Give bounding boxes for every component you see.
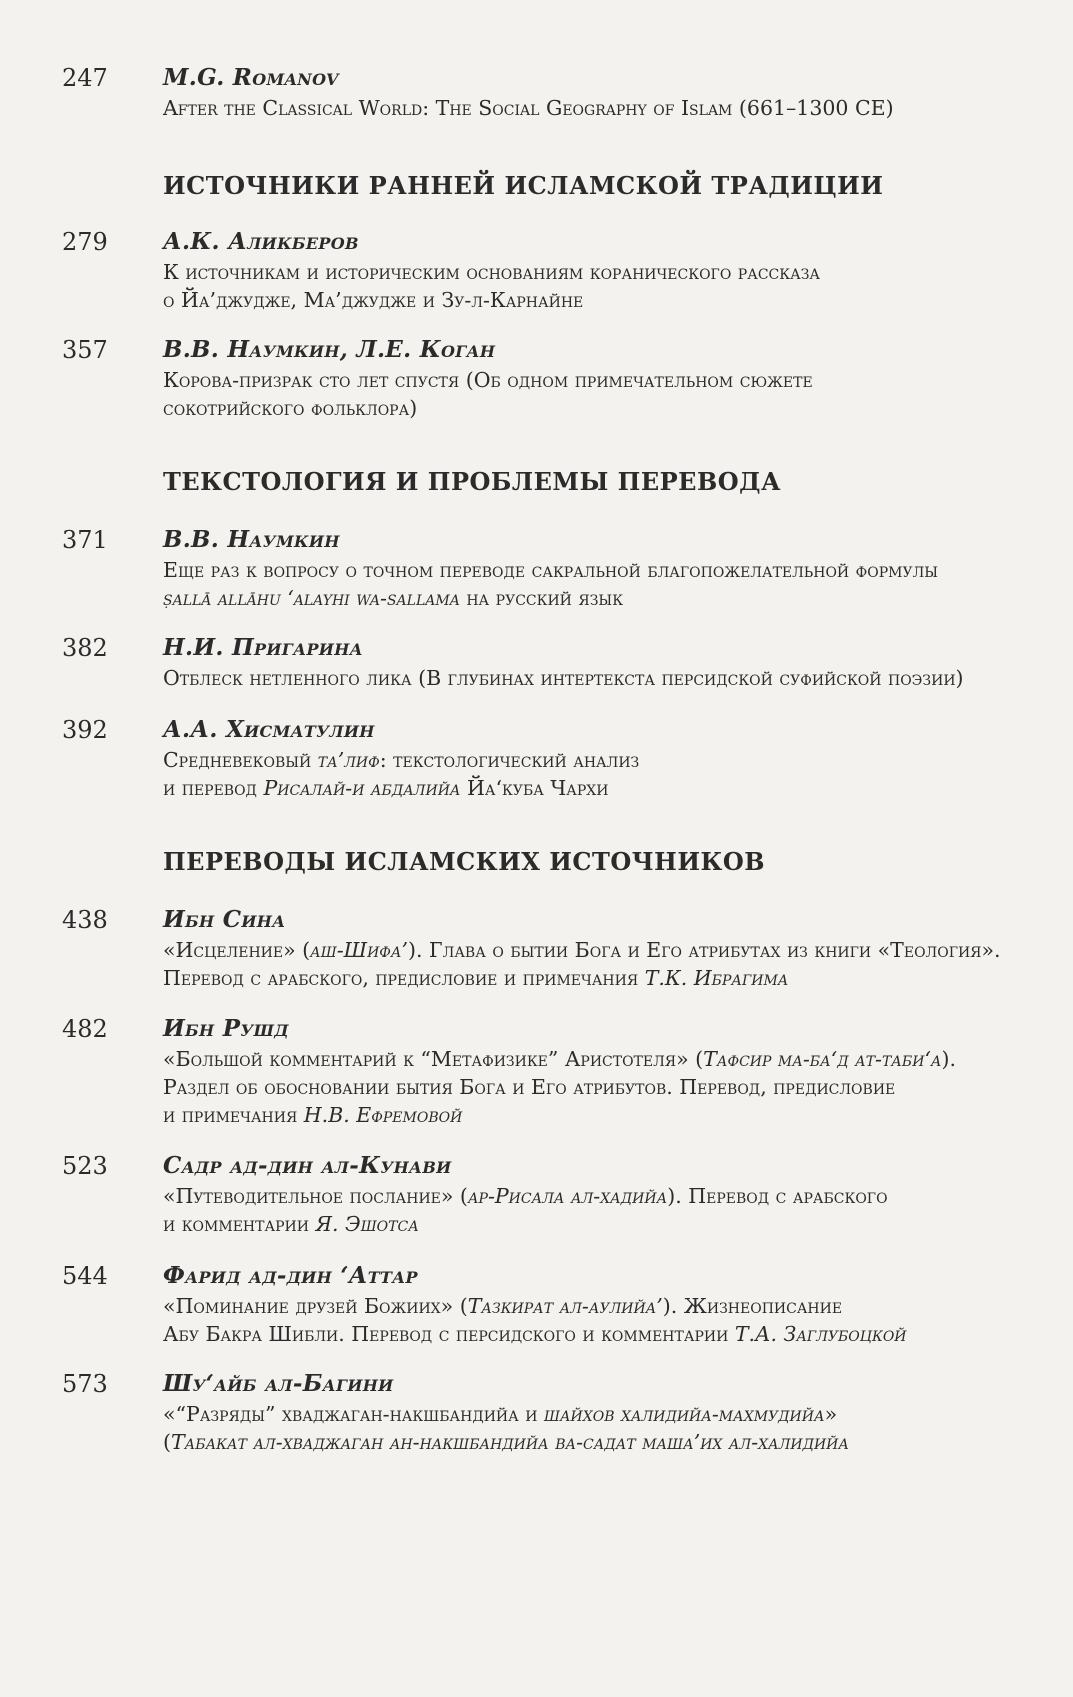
entry-title-line: After the Classical World: The Social Geography of Islam (661–1300 CE) <box>163 96 894 120</box>
entry-author: А.К. Аликберов <box>163 228 359 255</box>
entry-title-line: Корова-призрак сто лет спустя (Об одном примечательном сюжете <box>163 368 813 392</box>
page-number: 357 <box>62 336 108 364</box>
page-number: 438 <box>62 906 108 934</box>
entry-title-line: о Йа’джудже, Ма’джудже и Зу-л-Карнайне <box>163 288 584 312</box>
entry-title-line: (Табакат ал-хваджаган ан-накшбандийа ва-садат маша’их ал-халидийа <box>163 1430 849 1454</box>
entry-author: А.А. Хисматулин <box>163 716 375 743</box>
page-number: 573 <box>62 1370 108 1398</box>
entry-title-line: и комментарии Я. Эшотса <box>163 1212 419 1236</box>
entry-author: В.В. Наумкин, Л.Е. Коган <box>163 336 496 363</box>
entry-title-line: К источникам и историческим основаниям коранического рассказа <box>163 260 821 284</box>
page-number: 247 <box>62 64 108 92</box>
page-number: 279 <box>62 228 108 256</box>
entry-title-line: «Большой комментарий к “Метафизике” Аристотеля» (Тафсир ма-ба‘д ат-таби‘а). <box>163 1047 957 1071</box>
entry-title-line: и перевод Рисалай-и абдалийа Йа‘куба Чархи <box>163 776 609 800</box>
entry-title-line: «“Разряды” хваджаган-накшбандийа и шайхов халидийа-махмудийа» <box>163 1402 838 1426</box>
entry-author: Садр ад-дин ал-Кунави <box>163 1152 452 1179</box>
entry-author: В.В. Наумкин <box>163 526 340 553</box>
entry-author: Фарид ад-дин ‘Аттар <box>163 1262 418 1289</box>
entry-title-line: Абу Бакра Шибли. Перевод с персидского и комментарии Т.А. Заглубоцкой <box>163 1322 907 1346</box>
entry-title-line: «Поминание друзей Божиих» (Тазкират ал-аулийа’). Жизнеописание <box>163 1294 843 1318</box>
entry-title-line: Средневековый та’лиф: текстологический анализ <box>163 748 640 772</box>
page-number: 482 <box>62 1015 108 1043</box>
page-number: 392 <box>62 716 108 744</box>
entry-title-line: «Исцеление» (аш-Шифа’). Глава о бытии Бога и Его атрибутах из книги «Теология». <box>163 938 1001 962</box>
entry-title-line: и примечания Н.В. Ефремовой <box>163 1103 463 1127</box>
section-heading: ТЕКСТОЛОГИЯ И ПРОБЛЕМЫ ПЕРЕВОДА <box>163 467 782 496</box>
entry-title-line: Отблеск нетленного лика (В глубинах интертекста персидской суфийской поэзии) <box>163 666 964 690</box>
entry-title-line: сокотрийского фольклора) <box>163 396 418 420</box>
entry-title-line: Раздел об обосновании бытия Бога и Его атрибутов. Перевод, предисловие <box>163 1075 896 1099</box>
entry-title-line: Еще раз к вопросу о точном переводе сакральной благопожелательной формулы <box>163 558 939 582</box>
entry-title-line: Перевод с арабского, предисловие и примечания Т.К. Ибрагима <box>163 966 789 990</box>
section-heading: ИСТОЧНИКИ РАННЕЙ ИСЛАМСКОЙ ТРАДИЦИИ <box>163 171 884 200</box>
page-number: 382 <box>62 634 108 662</box>
entry-author: Н.И. Пригарина <box>163 634 363 661</box>
entry-author: Ибн Рушд <box>163 1015 289 1042</box>
entry-author: Шу‘айб ал-Багини <box>163 1370 394 1397</box>
entry-title-line: ṣallā allāhu ‘alayhi wa-sallama на русский язык <box>163 586 624 610</box>
entry-author: M.G. Romanov <box>163 64 339 91</box>
entry-title-line: «Путеводительное послание» (ар-Рисала ал-хадийа). Перевод с арабского <box>163 1184 888 1208</box>
entry-author: Ибн Сина <box>163 906 286 933</box>
page-number: 544 <box>62 1262 108 1290</box>
section-heading: ПЕРЕВОДЫ ИСЛАМСКИХ ИСТОЧНИКОВ <box>163 847 766 876</box>
page-number: 371 <box>62 526 108 554</box>
page-number: 523 <box>62 1152 108 1180</box>
